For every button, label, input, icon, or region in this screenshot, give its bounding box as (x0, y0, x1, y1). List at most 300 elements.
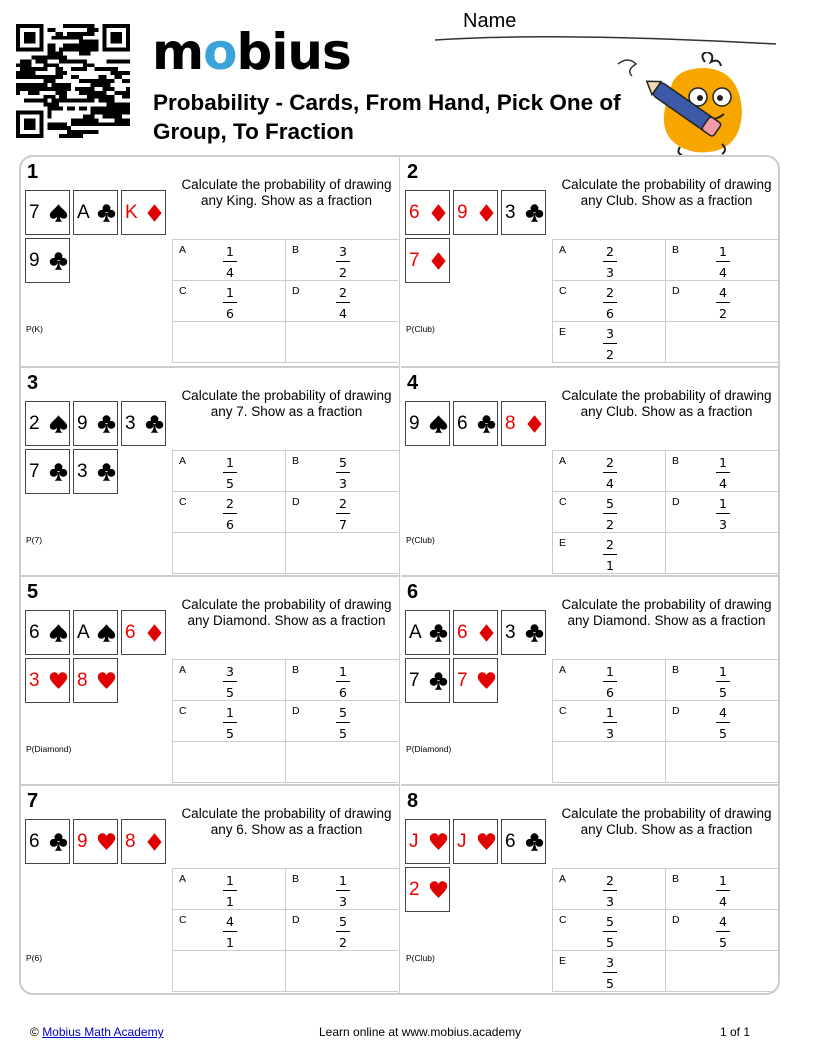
fraction-bar (336, 931, 350, 932)
numerator: 1 (606, 705, 614, 720)
answer-option-b[interactable] (285, 869, 398, 910)
diamond-icon (145, 831, 164, 853)
card-rank: 2 (409, 879, 420, 900)
playing-card (121, 190, 166, 235)
numerator: 1 (226, 455, 234, 470)
playing-card (405, 238, 450, 283)
numerator: 2 (339, 496, 347, 511)
spade-icon (49, 413, 68, 435)
footer-copyright (30, 1025, 164, 1039)
answer-option-d[interactable] (665, 701, 778, 742)
copyright-symbol: © (30, 1025, 39, 1039)
playing-card (25, 190, 70, 235)
fraction-bar (716, 722, 730, 723)
playing-card (25, 610, 70, 655)
problem-1 (21, 157, 400, 366)
answer-option-c[interactable] (552, 701, 665, 742)
answer-blank (665, 742, 778, 783)
answer-option-a[interactable] (552, 240, 665, 281)
option-letter: B (292, 244, 300, 256)
option-letter: C (179, 285, 187, 297)
probability-label: P(6) (26, 953, 43, 963)
fraction (716, 705, 730, 741)
fraction (603, 873, 617, 909)
numerator: 4 (226, 914, 234, 929)
problem-number: 8 (407, 790, 419, 812)
problem-number: 5 (27, 581, 39, 603)
fraction-bar (716, 472, 730, 473)
answer-blank (665, 533, 778, 574)
fraction-bar (603, 343, 617, 344)
answer-blank (172, 533, 285, 574)
answer-option-e[interactable] (552, 533, 665, 574)
option-letter: A (179, 664, 187, 676)
answer-option-e[interactable] (552, 951, 665, 992)
numerator: 1 (719, 455, 727, 470)
card-rank: 9 (77, 831, 88, 852)
answer-option-a[interactable] (172, 869, 285, 910)
option-letter: E (559, 326, 567, 338)
option-letter: C (559, 914, 567, 926)
answer-option-b[interactable] (285, 451, 398, 492)
numerator: 5 (606, 914, 614, 929)
denominator: 5 (606, 976, 614, 991)
answer-option-b[interactable] (285, 240, 398, 281)
numerator: 1 (339, 873, 347, 888)
fraction (603, 285, 617, 321)
fraction (716, 664, 730, 700)
denominator: 4 (339, 306, 347, 321)
heart-icon (97, 831, 116, 853)
question-prompt: Calculate the probability of drawing any 7. Show as a fraction (181, 388, 392, 419)
fraction-bar (603, 513, 617, 514)
club-icon (97, 202, 116, 224)
denominator: 6 (226, 517, 234, 532)
denominator: 2 (606, 517, 614, 532)
playing-card (453, 190, 498, 235)
playing-card (501, 190, 546, 235)
answer-option-b[interactable] (665, 451, 778, 492)
problem-number: 4 (407, 372, 419, 394)
answer-options (172, 239, 400, 363)
problem-number: 3 (27, 372, 39, 394)
option-letter: C (559, 496, 567, 508)
answer-option-d[interactable] (665, 281, 778, 322)
numerator: 1 (719, 244, 727, 259)
fraction-bar (223, 472, 237, 473)
fraction-bar (336, 722, 350, 723)
name-line (430, 28, 780, 50)
club-icon (97, 413, 116, 435)
numerator: 5 (339, 914, 347, 929)
fraction-bar (336, 513, 350, 514)
question-prompt: Calculate the probability of drawing any Club. Show as a fraction (561, 177, 772, 208)
numerator: 1 (339, 664, 347, 679)
answer-blank (552, 742, 665, 783)
playing-card (25, 401, 70, 446)
answer-option-b[interactable] (665, 240, 778, 281)
fraction-bar (336, 302, 350, 303)
problem-4 (401, 366, 780, 575)
denominator: 6 (339, 685, 347, 700)
playing-card (501, 610, 546, 655)
card-rank: 7 (409, 250, 420, 271)
option-letter: D (672, 496, 680, 508)
problem-number: 1 (27, 161, 39, 183)
answer-option-d[interactable] (285, 910, 398, 951)
denominator: 5 (226, 726, 234, 741)
denominator: 5 (606, 935, 614, 950)
fraction-bar (223, 681, 237, 682)
denominator: 4 (226, 265, 234, 280)
option-letter: B (672, 455, 680, 467)
qr-code (16, 24, 130, 138)
problem-6 (401, 575, 780, 784)
fraction (716, 873, 730, 909)
answer-option-d[interactable] (285, 492, 398, 533)
playing-card (405, 401, 450, 446)
fraction-bar (336, 681, 350, 682)
option-letter: D (672, 705, 680, 717)
numerator: 3 (606, 955, 614, 970)
denominator: 6 (606, 685, 614, 700)
playing-card (405, 610, 450, 655)
fraction (603, 244, 617, 280)
answer-blank (172, 951, 285, 992)
answer-option-d[interactable] (285, 701, 398, 742)
numerator: 2 (339, 285, 347, 300)
probability-label: P(7) (26, 535, 43, 545)
mobius-academy-link[interactable]: Mobius Math Academy (42, 1025, 164, 1039)
spade-icon (49, 622, 68, 644)
fraction (336, 873, 350, 909)
fraction (223, 244, 237, 280)
fraction-bar (336, 472, 350, 473)
numerator: 1 (606, 664, 614, 679)
fraction-bar (223, 261, 237, 262)
problem-grid (19, 155, 780, 995)
answer-option-a[interactable] (552, 451, 665, 492)
fraction-bar (716, 931, 730, 932)
card-rank: 6 (457, 413, 468, 434)
denominator: 5 (226, 476, 234, 491)
card-rank: 7 (409, 670, 420, 691)
answer-blank (172, 742, 285, 783)
heart-icon (429, 831, 448, 853)
answer-options (552, 239, 780, 363)
answer-option-d[interactable] (285, 281, 398, 322)
fraction (716, 914, 730, 950)
fraction (336, 705, 350, 741)
fraction (603, 955, 617, 991)
option-letter: C (179, 496, 187, 508)
diamond-icon (145, 622, 164, 644)
card-rank: 9 (409, 413, 420, 434)
answer-option-e[interactable] (552, 322, 665, 363)
fraction (223, 914, 237, 950)
probability-label: P(Diamond) (406, 744, 452, 754)
problem-5 (21, 575, 400, 784)
card-rank: 9 (457, 202, 468, 223)
answer-option-d[interactable] (665, 492, 778, 533)
diamond-icon (145, 202, 164, 224)
card-rank: A (77, 202, 90, 223)
card-rank: 3 (505, 622, 516, 643)
club-icon (97, 461, 116, 483)
fraction (223, 455, 237, 491)
fraction-bar (603, 972, 617, 973)
heart-icon (429, 879, 448, 901)
problem-3 (21, 366, 400, 575)
option-letter: B (672, 873, 680, 885)
answer-options (552, 868, 780, 992)
option-letter: C (179, 914, 187, 926)
fraction (716, 496, 730, 532)
denominator: 1 (226, 894, 234, 909)
numerator: 1 (719, 664, 727, 679)
answer-blank (285, 322, 398, 363)
answer-option-b[interactable] (665, 660, 778, 701)
card-rank: 8 (77, 670, 88, 691)
denominator: 5 (339, 726, 347, 741)
spade-icon (429, 413, 448, 435)
answer-option-c[interactable] (552, 910, 665, 951)
option-letter: B (292, 664, 300, 676)
fraction (716, 244, 730, 280)
answer-options (172, 450, 400, 574)
fraction-bar (603, 472, 617, 473)
numerator: 2 (606, 244, 614, 259)
denominator: 2 (606, 347, 614, 362)
diamond-icon (477, 622, 496, 644)
fraction (336, 664, 350, 700)
problem-8 (401, 784, 780, 993)
numerator: 4 (719, 914, 727, 929)
fraction-bar (223, 890, 237, 891)
answer-option-c[interactable] (172, 281, 285, 322)
answer-option-c[interactable] (172, 492, 285, 533)
denominator: 2 (339, 935, 347, 950)
problem-number: 6 (407, 581, 419, 603)
denominator: 6 (226, 306, 234, 321)
answer-blank (665, 951, 778, 992)
fraction-bar (603, 302, 617, 303)
playing-card (25, 449, 70, 494)
fraction (603, 705, 617, 741)
fraction (603, 537, 617, 573)
spade-icon (97, 622, 116, 644)
playing-card (73, 819, 118, 864)
fraction-bar (603, 931, 617, 932)
question-prompt: Calculate the probability of drawing any King. Show as a fraction (181, 177, 392, 208)
numerator: 3 (606, 326, 614, 341)
card-rank: 3 (505, 202, 516, 223)
answer-option-c[interactable] (172, 910, 285, 951)
option-letter: B (292, 455, 300, 467)
option-letter: C (559, 285, 567, 297)
option-letter: A (559, 455, 567, 467)
playing-card (25, 819, 70, 864)
club-icon (525, 622, 544, 644)
question-prompt: Calculate the probability of drawing any Diamond. Show as a fraction (561, 597, 772, 628)
question-prompt: Calculate the probability of drawing any Club. Show as a fraction (561, 806, 772, 837)
fraction-bar (223, 302, 237, 303)
name-label: Name (463, 10, 517, 32)
option-letter: C (559, 705, 567, 717)
denominator: 1 (606, 558, 614, 573)
option-letter: A (559, 873, 567, 885)
answer-option-c[interactable] (172, 701, 285, 742)
worksheet-title: Probability - Cards, From Hand, Pick One of Group, To Fraction (153, 90, 621, 144)
card-rank: J (409, 831, 419, 852)
question-prompt: Calculate the probability of drawing any Club. Show as a fraction (561, 388, 772, 419)
numerator: 2 (606, 285, 614, 300)
probability-label: P(Club) (406, 324, 435, 334)
answer-options (552, 450, 780, 574)
denominator: 4 (719, 894, 727, 909)
playing-card (501, 819, 546, 864)
answer-option-a[interactable] (172, 240, 285, 281)
playing-card (501, 401, 546, 446)
fraction (336, 914, 350, 950)
option-letter: E (559, 955, 567, 967)
fraction-bar (223, 931, 237, 932)
playing-card (405, 658, 450, 703)
denominator: 4 (719, 476, 727, 491)
club-icon (429, 622, 448, 644)
fraction (716, 455, 730, 491)
denominator: 1 (226, 935, 234, 950)
playing-card (453, 658, 498, 703)
option-letter: D (292, 285, 300, 297)
card-rank: 3 (77, 461, 88, 482)
fraction-bar (716, 681, 730, 682)
option-letter: A (559, 244, 567, 256)
fraction-bar (603, 261, 617, 262)
playing-card (453, 610, 498, 655)
answer-option-a[interactable] (172, 451, 285, 492)
card-rank: 6 (457, 622, 468, 643)
playing-card (25, 238, 70, 283)
fraction (603, 326, 617, 362)
answer-option-a[interactable] (172, 660, 285, 701)
denominator: 4 (719, 265, 727, 280)
playing-card (73, 401, 118, 446)
answer-blank (285, 533, 398, 574)
fraction (223, 705, 237, 741)
playing-card (73, 610, 118, 655)
card-rank: 7 (29, 202, 40, 223)
answer-option-c[interactable] (552, 492, 665, 533)
answer-blank (665, 322, 778, 363)
problem-number: 2 (407, 161, 419, 183)
option-letter: B (672, 664, 680, 676)
denominator: 2 (339, 265, 347, 280)
heart-icon (97, 670, 116, 692)
card-rank: J (457, 831, 467, 852)
denominator: 4 (606, 476, 614, 491)
numerator: 2 (606, 873, 614, 888)
option-letter: C (179, 705, 187, 717)
playing-card (405, 819, 450, 864)
option-letter: D (292, 705, 300, 717)
numerator: 3 (339, 244, 347, 259)
denominator: 5 (719, 685, 727, 700)
playing-card (25, 658, 70, 703)
denominator: 3 (606, 265, 614, 280)
fraction (716, 285, 730, 321)
option-letter: D (292, 496, 300, 508)
fraction (603, 664, 617, 700)
answer-option-a[interactable] (552, 660, 665, 701)
fraction-bar (336, 890, 350, 891)
answer-option-d[interactable] (665, 910, 778, 951)
answer-options (552, 659, 780, 783)
problem-number: 7 (27, 790, 39, 812)
answer-option-b[interactable] (285, 660, 398, 701)
card-rank: A (77, 622, 90, 643)
club-icon (49, 831, 68, 853)
answer-option-c[interactable] (552, 281, 665, 322)
numerator: 1 (226, 705, 234, 720)
probability-label: P(K) (26, 324, 43, 334)
fraction (336, 455, 350, 491)
option-letter: A (179, 873, 187, 885)
numerator: 5 (606, 496, 614, 511)
playing-card (453, 401, 498, 446)
card-rank: 8 (125, 831, 136, 852)
answer-options (172, 868, 400, 992)
heart-icon (477, 670, 496, 692)
club-icon (49, 250, 68, 272)
probability-label: P(Club) (406, 953, 435, 963)
club-icon (429, 670, 448, 692)
numerator: 5 (339, 455, 347, 470)
footer-center-text: Learn online at www.mobius.academy (319, 1025, 522, 1039)
answer-option-a[interactable] (552, 869, 665, 910)
card-rank: 7 (29, 461, 40, 482)
denominator: 5 (226, 685, 234, 700)
playing-card (73, 190, 118, 235)
fraction (223, 664, 237, 700)
answer-option-b[interactable] (665, 869, 778, 910)
fraction-bar (716, 513, 730, 514)
fraction (603, 914, 617, 950)
numerator: 3 (226, 664, 234, 679)
diamond-icon (429, 250, 448, 272)
question-prompt: Calculate the probability of drawing any Diamond. Show as a fraction (181, 597, 392, 628)
fraction-bar (603, 554, 617, 555)
card-rank: A (409, 622, 422, 643)
playing-card (121, 819, 166, 864)
denominator: 3 (606, 726, 614, 741)
numerator: 2 (606, 455, 614, 470)
heart-icon (477, 831, 496, 853)
fraction (336, 285, 350, 321)
playing-card (121, 610, 166, 655)
denominator: 6 (606, 306, 614, 321)
option-letter: B (292, 873, 300, 885)
card-rank: 6 (29, 622, 40, 643)
club-icon (525, 202, 544, 224)
card-rank: 9 (77, 413, 88, 434)
fraction (223, 285, 237, 321)
numerator: 1 (719, 496, 727, 511)
option-letter: A (179, 455, 187, 467)
answer-blank (285, 951, 398, 992)
card-rank: 3 (125, 413, 136, 434)
numerator: 5 (339, 705, 347, 720)
